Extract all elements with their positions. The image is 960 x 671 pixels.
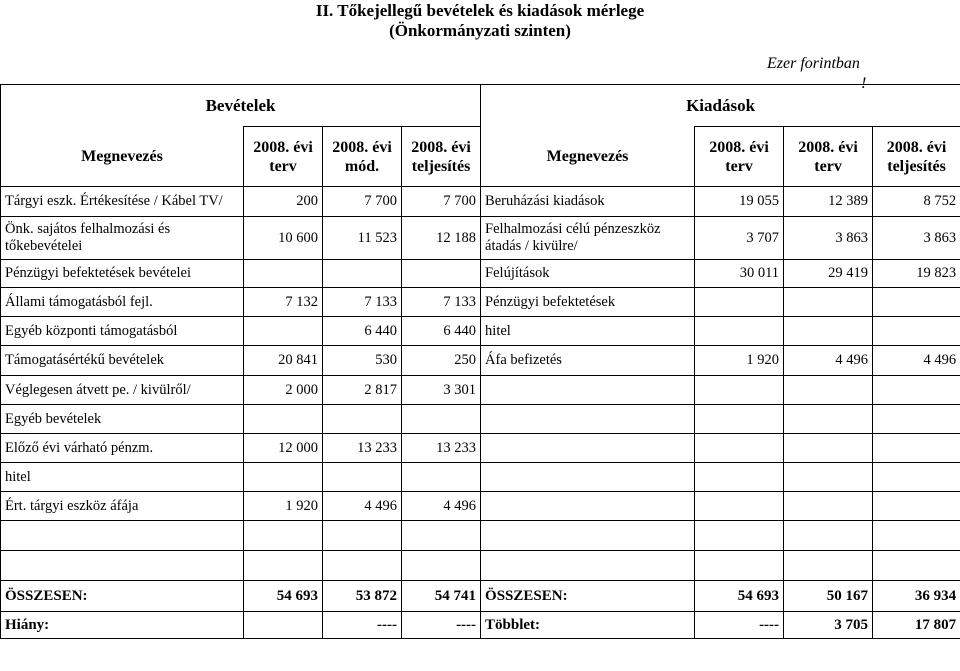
row-value: 19 823 xyxy=(873,260,960,288)
row-value: 3 705 xyxy=(784,612,873,639)
row-value xyxy=(695,434,784,463)
row-label: Állami támogatásból fejl. xyxy=(1,288,244,317)
row-value: ---- xyxy=(323,612,402,639)
row-value xyxy=(873,521,960,551)
row-value: 3 707 xyxy=(695,217,784,260)
row-label: Áfa befizetés xyxy=(481,346,695,376)
row-label: Egyéb központi támogatásból xyxy=(1,317,244,346)
row-value: 12 389 xyxy=(784,187,873,217)
row-value: 12 188 xyxy=(402,217,481,260)
row-value xyxy=(695,492,784,521)
section-revenue: Bevételek xyxy=(1,85,481,127)
row-value: 530 xyxy=(323,346,402,376)
row-label xyxy=(481,376,695,405)
row-value xyxy=(784,317,873,346)
table-row xyxy=(1,521,960,551)
row-value: 50 167 xyxy=(784,581,873,612)
row-label: hitel xyxy=(481,317,695,346)
row-value: 6 440 xyxy=(402,317,481,346)
table-row xyxy=(1,317,960,346)
row-value: 2 817 xyxy=(323,376,402,405)
row-label: Felújítások xyxy=(481,260,695,288)
row-value: 7 133 xyxy=(323,288,402,317)
balance-row xyxy=(1,612,960,639)
row-value: 250 xyxy=(402,346,481,376)
table-row xyxy=(1,346,960,376)
row-label xyxy=(481,521,695,551)
row-value xyxy=(402,463,481,492)
row-value: 13 233 xyxy=(402,434,481,463)
row-value: 54 693 xyxy=(244,581,323,612)
section-expense: Kiadások xyxy=(481,85,960,127)
row-label xyxy=(1,521,244,551)
table-row xyxy=(1,376,960,405)
row-value xyxy=(873,376,960,405)
col-header-name: Megnevezés xyxy=(1,127,244,187)
row-value: 53 872 xyxy=(323,581,402,612)
row-value xyxy=(784,405,873,434)
row-value: 54 741 xyxy=(402,581,481,612)
table-row xyxy=(1,288,960,317)
row-label: hitel xyxy=(1,463,244,492)
row-value xyxy=(402,551,481,581)
row-value: 3 863 xyxy=(784,217,873,260)
row-value: 4 496 xyxy=(784,346,873,376)
title-line-1: II. Tőkejellegű bevételek és kiadások mérlege xyxy=(315,1,645,20)
row-value xyxy=(695,317,784,346)
row-value: 36 934 xyxy=(873,581,960,612)
col-header-expense-plan: 2008. évi terv xyxy=(695,127,784,187)
table-row xyxy=(1,217,960,260)
row-value xyxy=(873,434,960,463)
row-value xyxy=(695,288,784,317)
col-header-plan: 2008. évi terv xyxy=(244,127,323,187)
row-value: 7 133 xyxy=(402,288,481,317)
row-value xyxy=(323,405,402,434)
row-value xyxy=(402,405,481,434)
row-value: 54 693 xyxy=(695,581,784,612)
row-value xyxy=(784,434,873,463)
row-value: 7 700 xyxy=(323,187,402,217)
row-value: 10 600 xyxy=(244,217,323,260)
header-row xyxy=(1,127,960,187)
row-value: 12 000 xyxy=(244,434,323,463)
row-value: ---- xyxy=(402,612,481,639)
row-value: 7 132 xyxy=(244,288,323,317)
row-value: 4 496 xyxy=(323,492,402,521)
row-value: 20 841 xyxy=(244,346,323,376)
table-row xyxy=(1,260,960,288)
row-value: 6 440 xyxy=(323,317,402,346)
row-label: Hiány: xyxy=(1,612,244,639)
col-header-actual: 2008. évi teljesítés xyxy=(402,127,481,187)
row-label: Előző évi várható pénzm. xyxy=(1,434,244,463)
row-label: Tárgyi eszk. Értékesítése / Kábel TV/ xyxy=(1,187,244,217)
row-label: ÖSSZESEN: xyxy=(481,581,695,612)
unit-label: Ezer forintban xyxy=(767,55,860,72)
row-label: ÖSSZESEN: xyxy=(1,581,244,612)
row-value: 1 920 xyxy=(244,492,323,521)
row-value xyxy=(323,260,402,288)
row-value xyxy=(323,463,402,492)
row-value: 4 496 xyxy=(873,346,960,376)
row-value: 3 863 xyxy=(873,217,960,260)
row-value xyxy=(244,463,323,492)
row-label: Felhalmozási célú pénzeszköz átadás / kivülre/ xyxy=(481,217,695,260)
row-label: Pénzügyi befektetések xyxy=(481,288,695,317)
col-header-expense-actual: 2008. évi teljesítés xyxy=(873,127,960,187)
row-value: 3 301 xyxy=(402,376,481,405)
row-label: Önk. sajátos felhalmozási és tőkebevételei xyxy=(1,217,244,260)
col-header-modified: 2008. évi mód. xyxy=(323,127,402,187)
balance-table xyxy=(0,84,960,639)
col-header-expense-name: Megnevezés xyxy=(481,127,695,187)
row-value xyxy=(244,260,323,288)
row-value: 30 011 xyxy=(695,260,784,288)
row-label: Ért. tárgyi eszköz áfája xyxy=(1,492,244,521)
table-row xyxy=(1,187,960,217)
row-value: 7 700 xyxy=(402,187,481,217)
row-value: 13 233 xyxy=(323,434,402,463)
row-label xyxy=(481,492,695,521)
row-value xyxy=(695,521,784,551)
row-value xyxy=(244,551,323,581)
row-label: Véglegesen átvett pe. / kivülről/ xyxy=(1,376,244,405)
row-value: ---- xyxy=(695,612,784,639)
row-value xyxy=(323,521,402,551)
row-value xyxy=(784,288,873,317)
row-value: 200 xyxy=(244,187,323,217)
row-value xyxy=(784,521,873,551)
row-label: Egyéb bevételek xyxy=(1,405,244,434)
row-value xyxy=(695,551,784,581)
row-value xyxy=(323,551,402,581)
row-label xyxy=(481,405,695,434)
row-value: 17 807 xyxy=(873,612,960,639)
row-value: 8 752 xyxy=(873,187,960,217)
row-value xyxy=(873,317,960,346)
row-value xyxy=(402,521,481,551)
row-label: Beruházási kiadások xyxy=(481,187,695,217)
row-value xyxy=(784,492,873,521)
row-label: Pénzügyi befektetések bevételei xyxy=(1,260,244,288)
row-label xyxy=(481,551,695,581)
totals-row xyxy=(1,581,960,612)
row-value: 4 496 xyxy=(402,492,481,521)
table-row xyxy=(1,551,960,581)
row-value xyxy=(784,463,873,492)
row-value xyxy=(873,288,960,317)
row-label xyxy=(481,434,695,463)
row-value xyxy=(873,551,960,581)
row-value xyxy=(784,376,873,405)
row-value xyxy=(244,612,323,639)
row-value xyxy=(244,405,323,434)
table-row xyxy=(1,405,960,434)
col-header-expense-plan-2: 2008. évi terv xyxy=(784,127,873,187)
unit-mark: ! xyxy=(861,75,867,92)
row-value: 19 055 xyxy=(695,187,784,217)
row-label xyxy=(1,551,244,581)
row-value xyxy=(402,260,481,288)
title-line-2: (Önkormányzati szinten) xyxy=(389,21,571,40)
row-value: 2 000 xyxy=(244,376,323,405)
row-value xyxy=(784,551,873,581)
row-label: Támogatásértékű bevételek xyxy=(1,346,244,376)
row-value xyxy=(244,317,323,346)
row-value: 1 920 xyxy=(695,346,784,376)
row-value xyxy=(873,405,960,434)
row-label xyxy=(481,463,695,492)
row-value xyxy=(695,405,784,434)
row-value xyxy=(873,463,960,492)
table-row xyxy=(1,434,960,463)
row-value xyxy=(244,521,323,551)
row-value xyxy=(873,492,960,521)
table-row xyxy=(1,492,960,521)
row-value xyxy=(695,376,784,405)
table-row xyxy=(1,463,960,492)
row-value: 29 419 xyxy=(784,260,873,288)
row-label: Többlet: xyxy=(481,612,695,639)
row-value: 11 523 xyxy=(323,217,402,260)
section-row xyxy=(1,85,960,127)
row-value xyxy=(695,463,784,492)
